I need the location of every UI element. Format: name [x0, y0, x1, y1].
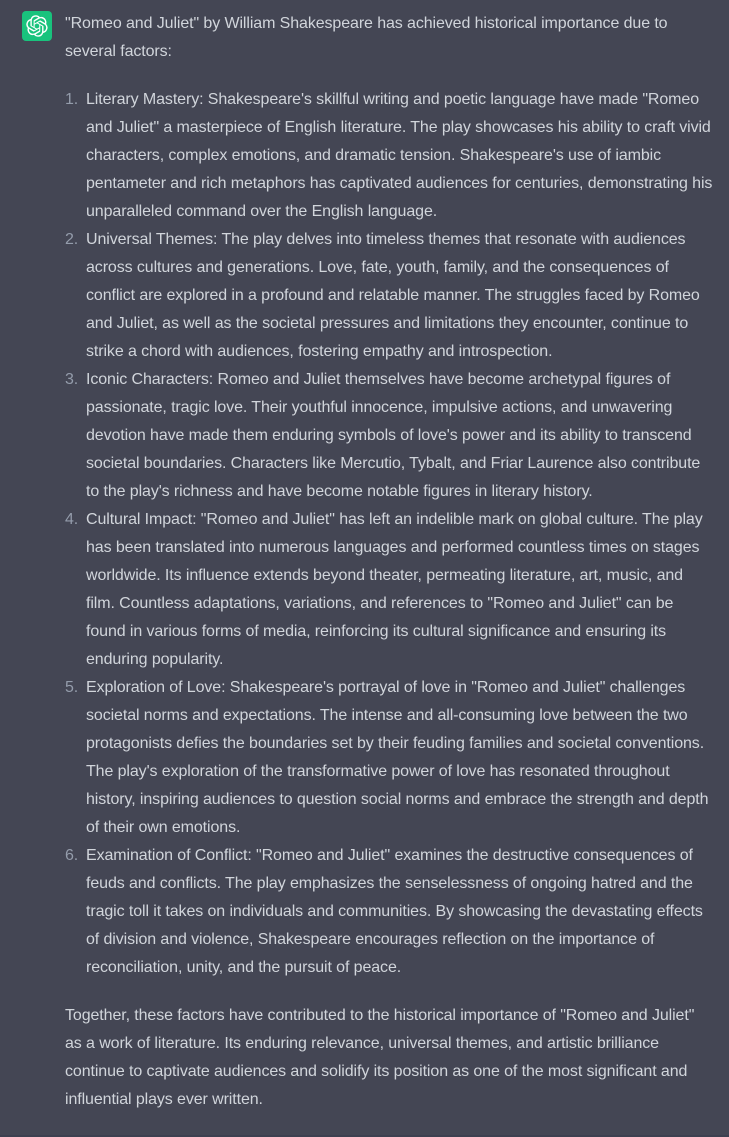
list-item-text: Cultural Impact: "Romeo and Juliet" has left an indelible mark on global culture. The play has been translated into numerous languages and performed countless times on stages worldwide. Its influence extends beyond theater, permeating literature, art, music, and film. Countless adaptations, variations, and references to "Romeo and Juliet" can be found in various forms of media, reinforcing its cultural significance and ensuring its enduring popularity.: [86, 511, 703, 668]
outro-paragraph: Together, these factors have contributed to the historical importance of "Romeo and Juliet" as a work of literature. Its enduring relevance, universal themes, and artistic brilliance continue to captivate audiences and solidify its position as one of the most significant and influential plays ever written.: [65, 1007, 695, 1108]
list-item: [65, 226, 713, 366]
intro-paragraph: "Romeo and Juliet" by William Shakespeare has achieved historical importance due to several factors:: [65, 15, 668, 60]
list-item-text: Universal Themes: The play delves into timeless themes that resonate with audiences across cultures and generations. Love, fate, youth, family, and the consequences of conflict are explored in a profound and relatable manner. The struggles faced by Romeo and Juliet, as well as the societal pressures and limitations they encounter, continue to strike a chord with audiences, fostering empathy and introspection.: [86, 231, 700, 360]
list-item-number: 4.: [65, 511, 79, 528]
list-item: [65, 366, 713, 506]
list-item-text: Exploration of Love: Shakespeare's portrayal of love in "Romeo and Juliet" challenges societal norms and expectations. The intense and all-consuming love between the two protagonists defies the boundaries set by their feuding families and societal conventions. The play's exploration of the transformative power of love has resonated throughout history, inspiring audiences to question social norms and embrace the strength and depth of their own emotions.: [86, 679, 709, 836]
list-item-text: Iconic Characters: Romeo and Juliet themselves have become archetypal figures of passionate, tragic love. Their youthful innocence, impulsive actions, and unwavering devotion have made them enduring symbols of love's power and its ability to transcend societal boundaries. Characters like Mercutio, Tybalt, and Friar Laurence also contribute to the play's richness and have become notable figures in literary history.: [86, 371, 701, 500]
avatar: [22, 11, 52, 41]
list-item: [65, 86, 713, 226]
list-item-number: 1.: [65, 91, 79, 108]
list-item-text: Literary Mastery: Shakespeare's skillful writing and poetic language have made "Romeo and Juliet" a masterpiece of English literature. The play showcases his ability to craft vivid characters, complex emotions, and dramatic tension. Shakespeare's use of iambic pentameter and rich metaphors has captivated audiences for centuries, demonstrating his unparalleled command over the English language.: [86, 91, 713, 220]
list-item: [65, 674, 713, 842]
list-item-number: 2.: [65, 231, 79, 248]
list-item-text: Examination of Conflict: "Romeo and Juliet" examines the destructive consequences of feuds and conflicts. The play emphasizes the senselessness of ongoing hatred and the tragic toll it takes on individuals and communities. By showcasing the devastating effects of division and violence, Shakespeare encourages reflection on the importance of reconciliation, unity, and the pursuit of peace.: [86, 847, 703, 976]
list-item: [65, 842, 713, 982]
list-item-number: 6.: [65, 847, 79, 864]
list-item-number: 3.: [65, 371, 79, 388]
factors-list: [65, 86, 713, 982]
list-item-number: 5.: [65, 679, 79, 696]
list-item: [65, 506, 713, 674]
openai-logo-icon: [26, 15, 48, 37]
message-content: [65, 10, 713, 1114]
